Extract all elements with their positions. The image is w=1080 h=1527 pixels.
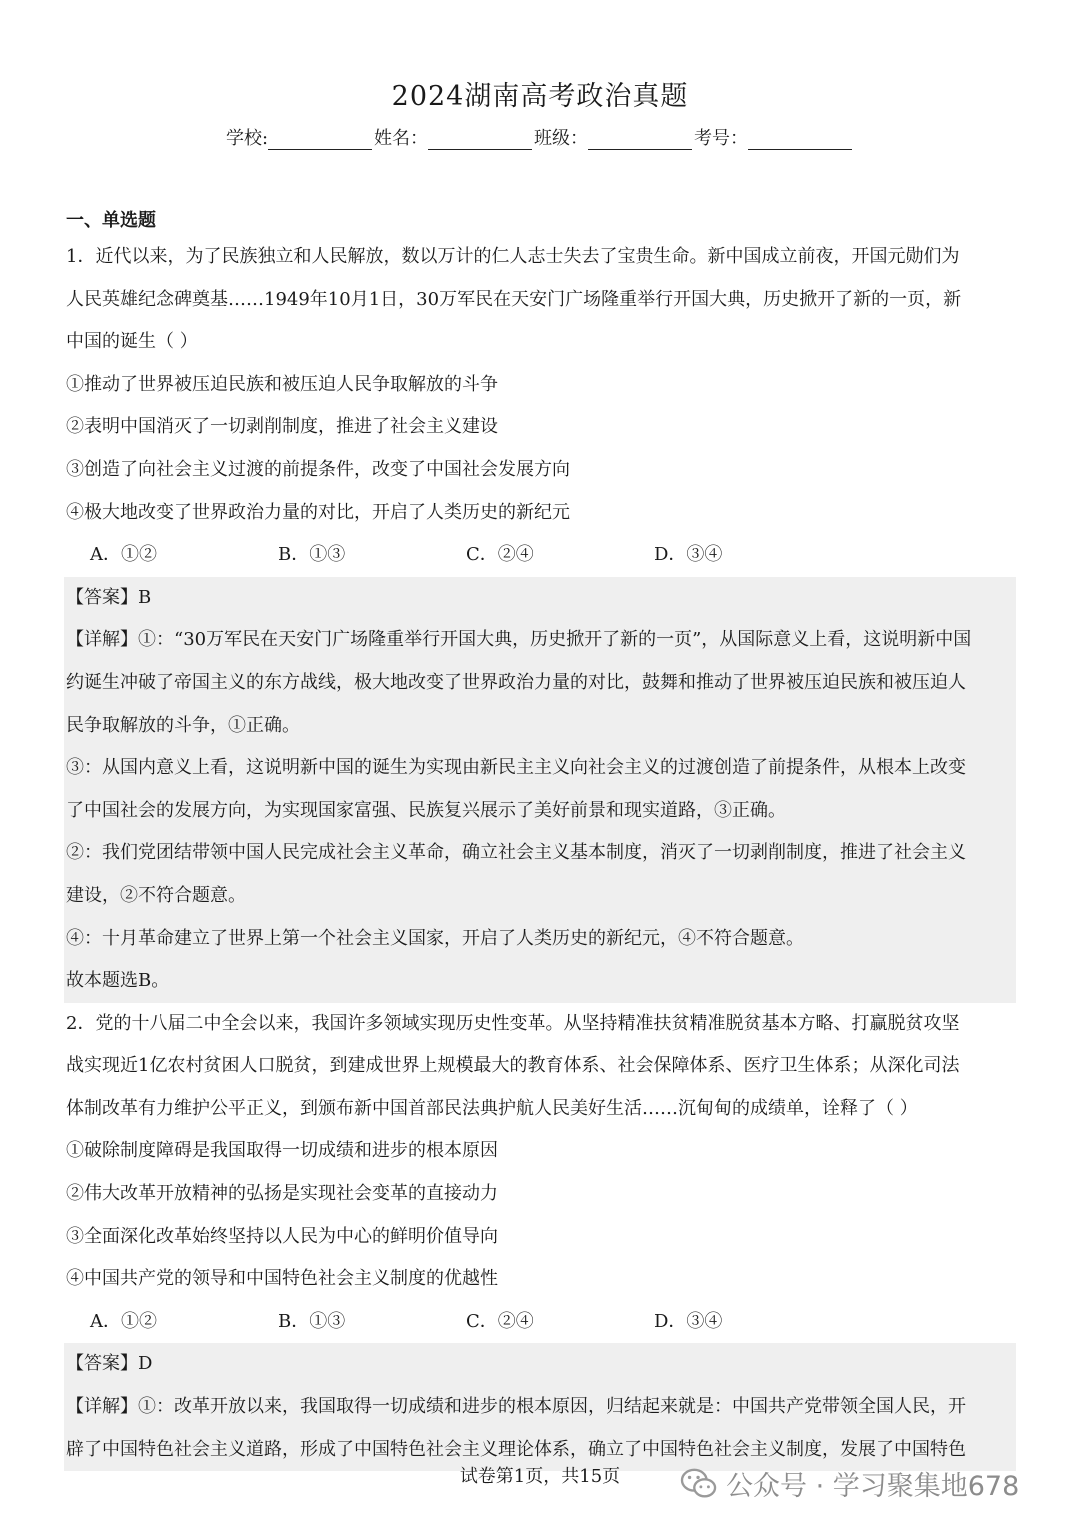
- statement-item: ②表明中国消灭了一切剥削制度，推进了社会主义建设: [66, 416, 498, 438]
- detail-line: ②：我们党团结带领中国人民完成社会主义革命，确立社会主义基本制度，消灭了一切剥削制度，推进了社会主义: [66, 842, 966, 864]
- question-text-line: 战实现近1亿农村贫困人口脱贫，到建成世界上规模最大的教育体系、社会保障体系、医疗卫生体系；从深化司法: [66, 1055, 960, 1077]
- option-b: B．①③: [278, 544, 346, 566]
- option-d: D．③④: [654, 1310, 723, 1332]
- class-label: 班级：: [534, 128, 589, 149]
- option-c: C．②④: [466, 544, 534, 566]
- questions: [66, 206, 1016, 1471]
- watermark-text: 公众号 · 学习聚集地678: [726, 1471, 1020, 1502]
- question-text-line: 1．近代以来，为了民族独立和人民解放，数以万计的仁人志士失去了宝贵生命。新中国成立前夜，开国元勋们为: [66, 246, 960, 267]
- question-text-line: 体制改革有力维护公平正义，到颁布新中国首部民法典护航人民美好生活……沉甸甸的成绩单，诠释了（ ）: [66, 1097, 918, 1119]
- page-footer: 试卷第1页，共15页: [459, 1466, 621, 1487]
- detail-line: 民争取解放的斗争，①正确。: [66, 714, 300, 736]
- option-b: B．①③: [278, 1310, 346, 1332]
- answer-block: [64, 1343, 1016, 1471]
- exam-no-label: 考号：: [694, 128, 749, 149]
- statement-item: ②伟大改革开放精神的弘扬是实现社会变革的直接动力: [66, 1183, 498, 1205]
- detail-line: 辟了中国特色社会主义道路，形成了中国特色社会主义理论体系，确立了中国特色社会主义制度，发展了中国特色: [66, 1438, 966, 1460]
- option-c: C．②④: [466, 1310, 534, 1332]
- answer-options: [66, 534, 1016, 577]
- school-blank: [268, 131, 372, 150]
- name-blank: [428, 131, 532, 150]
- detail-line: 了中国社会的发展方向，为实现国家富强、民族复兴展示了美好前景和现实道路，③正确。: [66, 799, 786, 821]
- detail-line: ④：十月革命建立了世界上第一个社会主义国家，开启了人类历史的新纪元，④不符合题意。: [66, 927, 804, 949]
- statement-item: ③创造了向社会主义过渡的前提条件，改变了中国社会发展方向: [66, 458, 570, 480]
- exam-no-blank: [748, 131, 852, 150]
- answer-line: 【答案】B: [66, 586, 152, 608]
- answer-line: 【答案】D: [66, 1353, 153, 1375]
- statement-item: ①破除制度障碍是我国取得一切成绩和进步的根本原因: [66, 1140, 498, 1162]
- watermark: [680, 1464, 1019, 1503]
- question-text-line: 人民英雄纪念碑奠基……1949年10月1日，30万军民在天安门广场隆重举行开国大典，历史掀开了新的一页，新: [66, 288, 962, 310]
- detail-line: 【详解】①：“30万军民在天安门广场隆重举行开国大典，历史掀开了新的一页”，从国际意义上看，这说明新中国: [66, 629, 972, 651]
- wechat-icon: [680, 1467, 718, 1501]
- school-label: 学校:: [225, 128, 269, 149]
- student-info-row: [0, 124, 1080, 150]
- section-heading: 一、单选题: [66, 210, 156, 231]
- name-label: 姓名：: [374, 128, 429, 149]
- option-a: A．①②: [90, 544, 157, 566]
- statement-item: ④极大地改变了世界政治力量的对比，开启了人类历史的新纪元: [66, 501, 570, 523]
- question-1: [66, 236, 1016, 1003]
- statement-item: ①推动了世界被压迫民族和被压迫人民争取解放的斗争: [66, 373, 498, 395]
- statement-item: ③全面深化改革始终坚持以人民为中心的鲜明价值导向: [66, 1225, 498, 1247]
- detail-line: 【详解】①：改革开放以来，我国取得一切成绩和进步的根本原因，归结起来就是：中国共产党带领全国人民，开: [66, 1396, 966, 1418]
- question-2: [66, 1003, 1016, 1472]
- page-title: 2024湖南高考政治真题: [391, 81, 689, 112]
- detail-line: 约诞生冲破了帝国主义的东方战线，极大地改变了世界政治力量的对比，鼓舞和推动了世界被压迫民族和被压迫人: [66, 671, 966, 693]
- detail-line: ③：从国内意义上看，这说明新中国的诞生为实现由新民主主义向社会主义的过渡创造了前提条件，从根本上改变: [66, 757, 966, 779]
- option-a: A．①②: [90, 1310, 157, 1332]
- answer-block: [64, 577, 1016, 1003]
- detail-line: 建设，②不符合题意。: [66, 884, 246, 906]
- answer-options: [66, 1301, 1016, 1344]
- question-text-line: 2．党的十八届二中全会以来，我国许多领域实现历史性变革。从坚持精准扶贫精准脱贫基本方略、打赢脱贫攻坚: [66, 1012, 960, 1034]
- class-blank: [588, 131, 692, 150]
- detail-line: 故本题选B。: [66, 970, 170, 992]
- question-text-line: 中国的诞生（ ）: [66, 331, 198, 353]
- statement-item: ④中国共产党的领导和中国特色社会主义制度的优越性: [66, 1268, 498, 1290]
- option-d: D．③④: [654, 544, 723, 566]
